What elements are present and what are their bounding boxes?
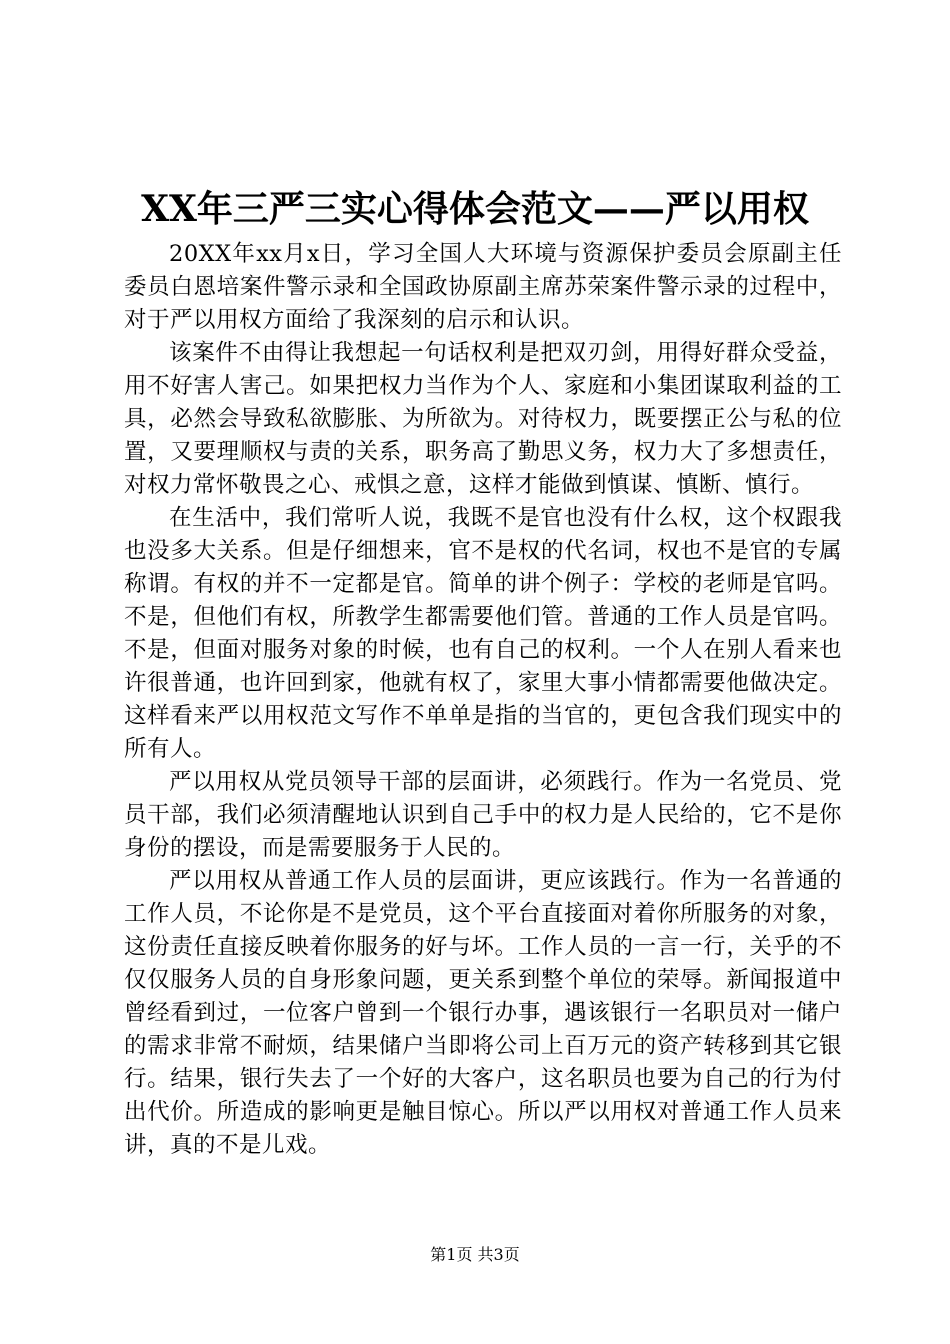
paragraph-1: 20XX年xx月x日，学习全国人大环境与资源保护委员会原副主任委员白恩培案件警示录和全国政协原副主席苏荣案件警示录的过程中，对于严以用权方面给了我深刻的启示和认识。: [124, 241, 842, 333]
paragraph-2: 该案件不由得让我想起一句话权利是把双刃剑，用得好群众受益，用不好害人害己。如果把权力当作为个人、家庭和小集团谋取利益的工具，必然会导致私欲膨胀、为所欲为。对待权力，既要摆正公与私的位置，又要理顺权与责的关系，职务高了勤思义务，权力大了多想责任，对权力常怀敬畏之心、戒惧之意，这样才能做到慎谋、慎断、慎行。: [124, 340, 842, 498]
document-title: XX年三严三实心得体会范文——严以用权: [141, 188, 809, 230]
document-body: [124, 238, 842, 1162]
page-footer: 第1页 共3页: [430, 1245, 520, 1264]
paragraph-5: 严以用权从普通工作人员的层面讲，更应该践行。作为一名普通的工作人员，不论你是不是党员，这个平台直接面对着你所服务的对象，这份责任直接反映着你服务的好与坏。工作人员的一言一行，关乎的不仅仅服务人员的自身形象问题，更关系到整个单位的荣辱。新闻报道中曾经看到过，一位客户曾到一个银行办事，遇该银行一名职员对一储户的需求非常不耐烦，结果储户当即将公司上百万元的资产转移到其它银行。结果，银行失去了一个好的大客户，这名职员也要为自己的行为付出代价。所造成的影响更是触目惊心。所以严以用权对普通工作人员来讲，真的不是儿戏。: [124, 868, 842, 1158]
paragraph-4: 严以用权从党员领导干部的层面讲，必须践行。作为一名党员、党员干部，我们必须清醒地认识到自己手中的权力是人民给的，它不是你身份的摆设，而是需要服务于人民的。: [124, 769, 842, 861]
paragraph-3: 在生活中，我们常听人说，我既不是官也没有什么权，这个权跟我也没多大关系。但是仔细想来，官不是权的代名词，权也不是官的专属称谓。有权的并不一定都是官。简单的讲个例子：学校的老师是官吗。不是，但他们有权，所教学生都需要他们管。普通的工作人员是官吗。不是，但面对服务对象的时候，也有自己的权利。一个人在别人看来也许很普通，也许回到家，他就有权了，家里大事小情都需要他做决定。这样看来严以用权范文写作不单单是指的当官的，更包含我们现实中的所有人。: [124, 505, 842, 762]
